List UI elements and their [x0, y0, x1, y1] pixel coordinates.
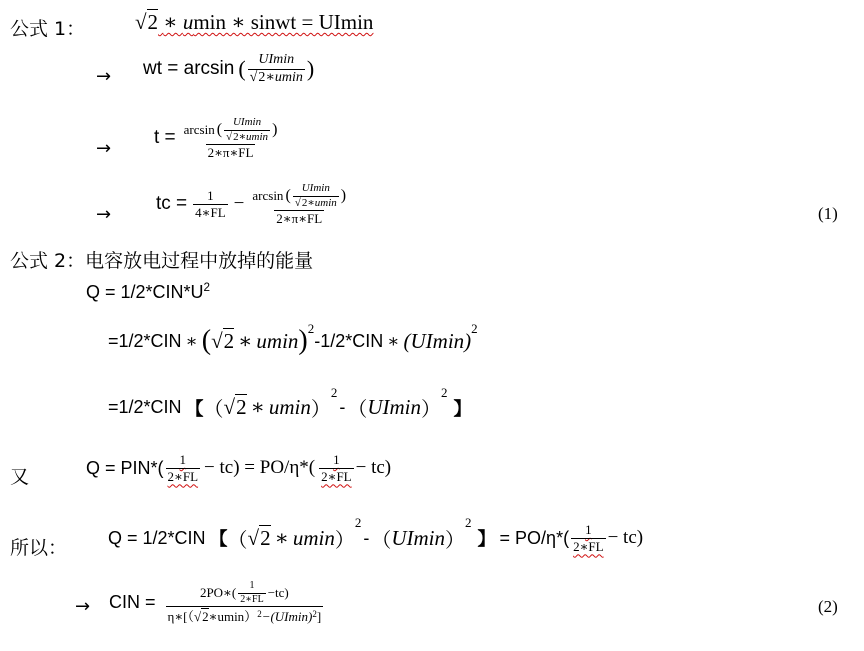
formula2-line1: $Q = 1/2*CIN*U^2$ [86, 281, 211, 302]
fraction: $\frac{1}{4∗FL}$ [195, 188, 226, 220]
formula1-step2: t = arcsin ( $\frac{UImin}{√2∗umin}$ ) 2∗π∗FL [154, 116, 278, 161]
final-equation: CIN = 2PO∗( $\frac{1}{2∗FL}$ −tc) η∗[（ √2 ∗umin） 2 −(UImin) 2 ] [109, 580, 322, 624]
fraction: $\frac{1}{2∗FL}$ [321, 452, 352, 484]
equation-number: (1) [818, 204, 838, 223]
therefore-label: 所以： [10, 537, 68, 559]
arrow-icon: → [96, 138, 112, 159]
fraction: $\frac{1}{2∗FL}$ [573, 522, 604, 554]
fraction: arcsin ( $\frac{UImin}{√2∗umin}$ ) 2∗π∗FL [252, 182, 347, 227]
also-label: 又 [10, 466, 30, 488]
formula1-step1: wt = arcsin ( $\frac{UImin}{√2∗umin}$ ) [143, 52, 315, 85]
arrow-icon: → [96, 204, 112, 225]
formula2-line2: =1/2*CIN ∗ ( √2 ∗ umin ) 2 -1/2*CIN ∗ (UImin) 2 [108, 321, 478, 356]
formula2-label: 公式 2：电容放电过程中放掉的能量 [10, 250, 314, 272]
fraction: $\frac{UImin}{√2∗umin}$ [249, 52, 303, 85]
arrow-icon: → [96, 66, 112, 87]
formula1-label: 公式 1： [10, 18, 86, 40]
equation-number: (2) [818, 597, 838, 616]
also-equation: Q = PIN*( $\frac{1}{2∗FL}$ − tc) = PO/η*( $\frac{1}{2∗FL}$ − tc) [86, 452, 392, 484]
sqrt-symbol: √2 [135, 10, 159, 34]
formula2-line3: =1/2*CIN 【 （ √2 ∗ umin ） 2 - （ UImin ） 2 】 [108, 385, 472, 421]
arrow-icon: → [75, 596, 91, 617]
therefore-equation: Q = 1/2*CIN 【 （ √2 ∗ umin ） 2 - （ UImin ） 2 】 = PO/η*( $\frac{1}{2∗FL}$ − tc) [108, 515, 644, 554]
formula1-step3: tc = $\frac{1}{4∗FL}$ − arcsin ( $\frac{UImin}{√2∗umin}$ ) 2∗π∗FL [156, 182, 347, 227]
formula1-main-equation: √2 ∗ umin ∗ sinwt = UImin [135, 10, 374, 34]
fraction: $\frac{1}{2∗FL}$ [167, 452, 199, 484]
fraction: 2PO∗( $\frac{1}{2∗FL}$ −tc) η∗[（ √2 ∗umin） 2 −(UImin) 2 ] [167, 580, 322, 624]
fraction: arcsin ( $\frac{UImin}{√2∗umin}$ ) 2∗π∗FL [183, 116, 278, 161]
